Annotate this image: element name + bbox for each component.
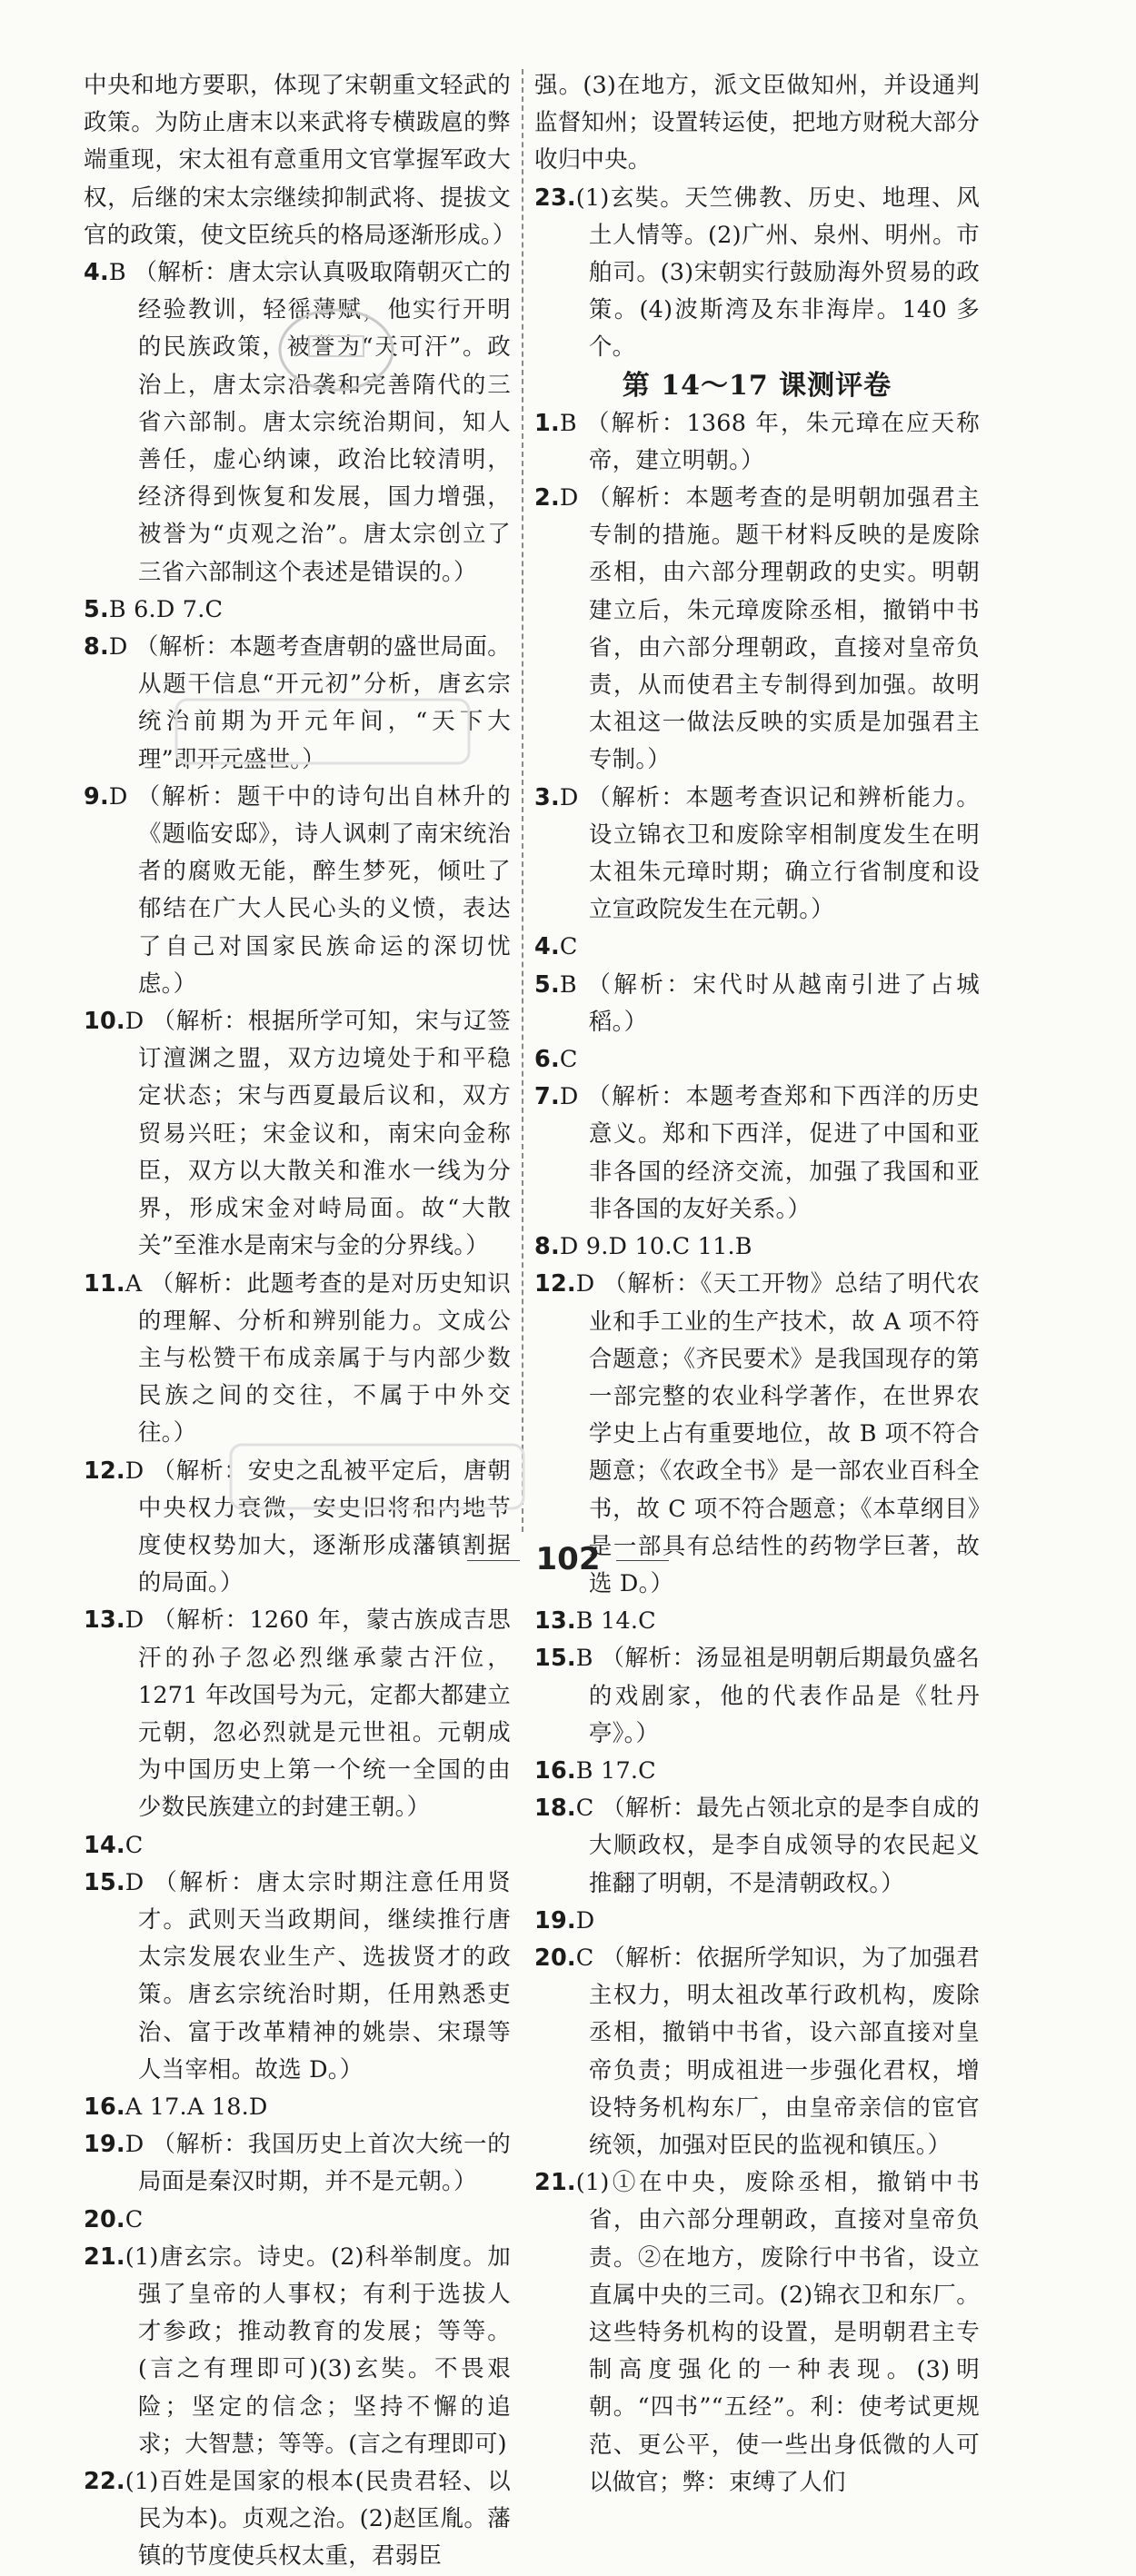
answer-text: B （解析：1368 年，朱元璋在应天称帝，建立明朝。） bbox=[559, 409, 980, 474]
answer-number: 12. bbox=[534, 1270, 576, 1298]
answer-text: B 6.D 7.C bbox=[108, 595, 224, 623]
right-column bbox=[534, 67, 980, 2501]
answer-text: D （解析：《天工开物》总结了明代农业和手工业的生产技术，故 A 项不符合题意；《齐民要术》是我国现存的第一部完整的农业科学著作，在世界农学史上占有重要地位，故 B 项不符合题意；《农政全书》是一部农业百科全书，故 C 项不符合题意；《本草纲目》是一部具有总结性的药物学巨著，故选 D。） bbox=[575, 1270, 980, 1597]
answer-number: 6. bbox=[534, 1046, 560, 1074]
answer-number: 21. bbox=[84, 2243, 125, 2271]
answer-number: 4. bbox=[534, 933, 560, 961]
answer-item bbox=[84, 1453, 511, 1603]
answer-number: 15. bbox=[84, 1868, 125, 1896]
answer-text: B 17.C bbox=[575, 1756, 656, 1785]
section-heading: 第 14～17 课测评卷 bbox=[622, 369, 892, 402]
answer-text: D （解析：本题考查郑和下西洋的历史意义。郑和下西洋，促进了中国和亚非各国的经济交流，加强了我国和亚非各国的友好关系。） bbox=[559, 1083, 980, 1223]
answer-item bbox=[84, 2239, 511, 2463]
answer-text: D （解析：安史之乱被平定后，唐朝中央权力衰微，安史旧将和内地节度使权势加大，逐渐形成藩镇割据的局面。） bbox=[125, 1457, 511, 1597]
answer-number: 15. bbox=[534, 1645, 576, 1673]
answer-item bbox=[534, 1041, 980, 1079]
answer-item bbox=[534, 180, 980, 367]
answer-number: 13. bbox=[534, 1607, 576, 1636]
answer-number: 10. bbox=[84, 1008, 125, 1036]
column-divider bbox=[522, 69, 523, 1532]
answer-number: 5. bbox=[84, 595, 109, 623]
answer-item bbox=[534, 780, 980, 930]
answer-text: (1)唐玄宗。诗史。(2)科举制度。加强了皇帝的人事权；有利于选拔人才参政；推动教育的发展；等等。(言之有理即可)(3)玄奘。不畏艰险；坚定的信念；坚持不懈的追求；大智慧；等等。(言之有理即可) bbox=[125, 2243, 511, 2458]
answer-number: 5. bbox=[534, 970, 560, 999]
answer-item bbox=[534, 1940, 980, 2164]
answer-text: D （解析：唐太宗时期注意任用贤才。武则天当政期间，继续推行唐太宗发展农业生产、选拔贤才的政策。唐玄宗统治时期，任用熟悉吏治、富于改革精神的姚崇、宋璟等人当宰相。故选 D。） bbox=[125, 1868, 511, 2084]
answer-item bbox=[84, 1003, 511, 1265]
answer-number: 18. bbox=[534, 1795, 576, 1823]
answer-text: C （解析：依据所学知识，为了加强君主权力，明太祖改革行政机构，废除丞相，撤销中书省，设六部直接对皇帝负责；明成祖进一步强化君权，增设特务机构东厂，由皇帝亲信的宦官统领，加强对臣民的监视和镇压。） bbox=[575, 1944, 980, 2159]
answer-number: 20. bbox=[84, 2205, 125, 2233]
page-number: 102 bbox=[0, 1541, 1136, 1577]
answer-item bbox=[84, 254, 511, 592]
answer-item bbox=[534, 929, 980, 966]
answer-text: D （解析：1260 年，蒙古族成吉思汗的孙子忽必烈继承蒙古汗位，1271 年改国号为元，定都大都建立元朝，忽必烈就是元世祖。元朝成为中国历史上第一个统一全国的由少数民族建立的封建王朝。） bbox=[125, 1606, 511, 1822]
answer-number: 9. bbox=[84, 782, 109, 811]
answer-text: (1)玄奘。天竺佛教、历史、地理、风土人情等。(2)广州、泉州、明州。市舶司。(3)宋朝实行鼓励海外贸易的政策。(4)波斯湾及东非海岸。140 多个。 bbox=[575, 184, 980, 362]
answer-number: 21. bbox=[534, 2169, 576, 2197]
answer-text: C （解析：最先占领北京的是李自成的大顺政权，是李自成领导的农民起义推翻了明朝，不是清朝政权。） bbox=[575, 1795, 980, 1897]
answer-number: 8. bbox=[84, 633, 109, 661]
answer-number: 8. bbox=[534, 1233, 560, 1261]
answer-text: D （解析：本题考查的是明朝加强君主专制的措施。题干材料反映的是废除丞相，由六部分理朝政的史实。明朝建立后，朱元璋废除丞相，撤销中书省，由六部分理朝政，直接对皇帝负责，从而使君主专制得到加强。故明太祖这一做法反映的实质是加强君主专制。） bbox=[559, 484, 980, 774]
continued-text: 强。(3)在地方，派文臣做知州，并设通判监督知州；设置转运使，把地方财税大部分收归中央。 bbox=[534, 72, 980, 174]
answer-text: C bbox=[559, 933, 578, 961]
answer-number: 1. bbox=[534, 409, 560, 437]
answer-item bbox=[84, 1827, 511, 1865]
answer-number: 13. bbox=[84, 1606, 125, 1635]
answer-item bbox=[534, 1079, 980, 1228]
answer-item bbox=[534, 405, 980, 480]
answer-number: 3. bbox=[534, 783, 560, 811]
answer-item bbox=[534, 1640, 980, 1753]
left-column bbox=[84, 67, 516, 2576]
answer-number: 22. bbox=[84, 2468, 125, 2495]
answer-item bbox=[84, 592, 511, 629]
answer-text: (1)①在中央，废除丞相，撤销中书省，由六部分理朝政，直接对皇帝负责。②在地方，废除行中书省，设立直属中央的三司。(2)锦衣卫和东厂。这些特务机构的设置，是明朝君主专制高度强化的一种表现。(3)明朝。“四书”“五经”。利：使考试更规范、更公平，使一些出身低微的人可以做官；弊：束缚了人们 bbox=[575, 2169, 980, 2496]
answer-item bbox=[534, 967, 980, 1041]
answer-text: D bbox=[575, 1906, 595, 1934]
answer-text: A 17.A 18.D bbox=[125, 2093, 268, 2121]
answer-item bbox=[84, 2202, 511, 2239]
answer-number: 19. bbox=[534, 1906, 576, 1934]
answer-number: 14. bbox=[84, 1831, 125, 1859]
answer-number: 7. bbox=[534, 1083, 560, 1111]
answer-number: 2. bbox=[534, 484, 560, 512]
answer-text: A （解析：此题考查的是对历史知识的理解、分析和辨别能力。文成公主与松赞干布成亲属于与内部少数民族之间的交往，不属于中外交往。） bbox=[125, 1269, 511, 1447]
answer-number: 20. bbox=[534, 1944, 576, 1972]
answer-item bbox=[84, 1865, 511, 2089]
answer-text: D （解析：我国历史上首次大统一的局面是秦汉时期，并不是元朝。） bbox=[125, 2131, 511, 2196]
answer-item bbox=[534, 2164, 980, 2501]
answer-item bbox=[84, 1602, 511, 1826]
answer-text: (1)百姓是国家的根本(民贵君轻、以民为本)。贞观之治。(2)赵匡胤。藩镇的节度使兵权太重，君弱臣 bbox=[125, 2468, 511, 2571]
answer-item bbox=[84, 629, 511, 779]
answer-number: 16. bbox=[534, 1756, 576, 1785]
answer-item bbox=[84, 2463, 511, 2576]
answer-text: C bbox=[125, 2205, 144, 2233]
answer-number: 12. bbox=[84, 1457, 125, 1485]
answer-text: D （解析：本题考查唐朝的盛世局面。从题干信息“开元初”分析，唐玄宗统治前期为开元年间，“天下大理”即开元盛世。） bbox=[108, 633, 511, 773]
answer-text: B （解析：唐太宗认真吸取隋朝灭亡的经验教训，轻徭薄赋，他实行开明的民族政策，被誉为“天可汗”。政治上，唐太宗沿袭和完善隋代的三省六部制。唐太宗统治期间，知人善任，虚心纳谏，政治比较清明，经济得到恢复和发展，国力增强，被誉为“贞观之治”。唐太宗创立了三省六部制这个表述是错误的。） bbox=[108, 259, 511, 586]
answer-text: D （解析：题干中的诗句出自林升的《题临安邸》，诗人讽刺了南宋统治者的腐败无能，醉生梦死，倾吐了郁结在广大人民心头的义愤，表达了自己对国家民族命运的深切忧虑。） bbox=[108, 782, 511, 998]
answer-number: 16. bbox=[84, 2093, 125, 2121]
answer-text: B （解析：宋代时从越南引进了占城稻。） bbox=[559, 970, 980, 1036]
answer-item bbox=[534, 1790, 980, 1903]
answer-text: B （解析：汤显祖是明朝后期最负盛名的戏剧家，他的代表作品是《牡丹亭》。） bbox=[575, 1645, 980, 1747]
answer-item bbox=[534, 1753, 980, 1790]
answer-number: 4. bbox=[84, 259, 109, 287]
answer-item bbox=[84, 1266, 511, 1453]
continued-text: 中央和地方要职，体现了宋朝重文轻武的政策。为防止唐末以来武将专横跋扈的弊端重现，宋太祖有意重用文官掌握军政大权，后继的宋太宗继续抑制武将、提拔文官的政策，使文臣统兵的格局逐渐形成。） bbox=[84, 72, 516, 249]
answer-text: C bbox=[125, 1831, 144, 1859]
answer-number: 23. bbox=[534, 184, 576, 212]
answer-number: 11. bbox=[84, 1269, 125, 1298]
answer-text: B 14.C bbox=[575, 1607, 656, 1636]
answer-item bbox=[534, 480, 980, 780]
answer-item bbox=[84, 2089, 511, 2126]
answer-item bbox=[534, 1228, 980, 1266]
answer-text: D （解析：根据所学可知，宋与辽签订澶渊之盟，双方边境处于和平稳定状态；宋与西夏最后议和，双方贸易兴旺；宋金议和，南宋向金称臣，双方以大散关和淮水一线为分界，形成宋金对峙局面。故“大散关”至淮水是南宋与金的分界线。） bbox=[125, 1008, 511, 1260]
answer-text: D （解析：本题考查识记和辨析能力。设立锦衣卫和废除宰相制度发生在明太祖朱元璋时期；确立行省制度和设立宣政院发生在元朝。） bbox=[559, 783, 980, 924]
answer-item bbox=[534, 1903, 980, 1940]
answer-item bbox=[534, 1603, 980, 1640]
answer-number: 19. bbox=[84, 2131, 125, 2159]
answer-item bbox=[84, 779, 511, 1003]
answer-item bbox=[84, 2126, 511, 2201]
answer-text: C bbox=[559, 1046, 578, 1074]
answer-text: D 9.D 10.C 11.B bbox=[559, 1233, 752, 1261]
